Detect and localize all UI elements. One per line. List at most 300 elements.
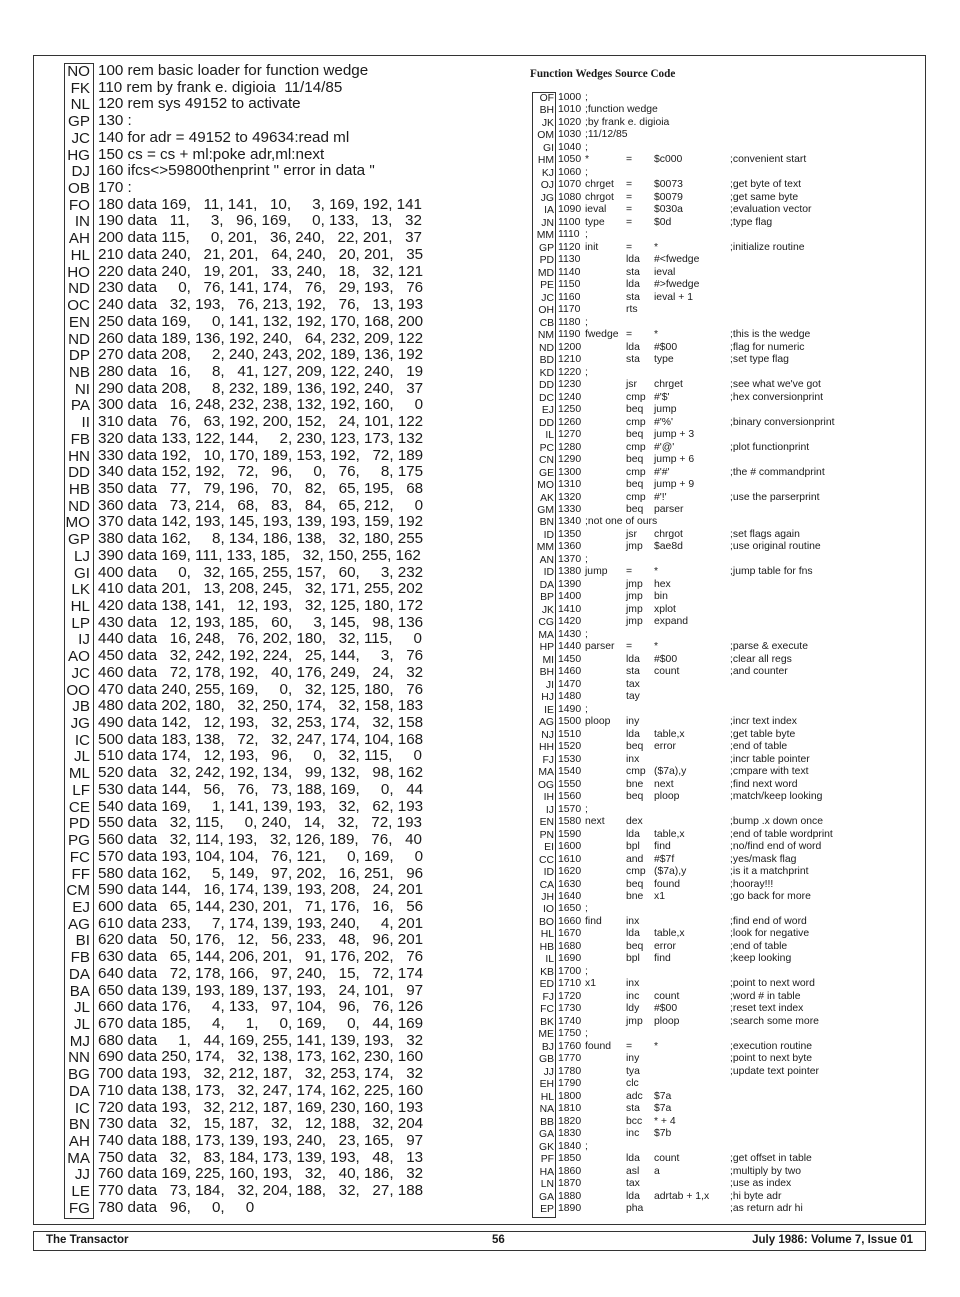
checksum-code: EN: [68, 313, 90, 331]
operand-field: #'$': [654, 391, 670, 403]
operand-field: jump + 3: [654, 429, 695, 441]
operand-field: *: [654, 329, 659, 341]
checksum-code: BN: [68, 1116, 90, 1134]
checksum-code: IC: [74, 1099, 90, 1117]
checksum-code: KB: [540, 966, 554, 978]
checksum-code: GM: [537, 504, 554, 516]
opcode-field: dex: [626, 816, 643, 828]
line-number: 1730: [558, 1003, 582, 1015]
opcode-field: cmp: [626, 491, 646, 503]
code-line: 480 data 202, 180, 32, 250, 174, 32, 158, 183: [98, 697, 424, 715]
label-field: ;: [585, 166, 588, 178]
comment-field: ;see what we've got: [730, 379, 821, 391]
line-number: 1210: [558, 354, 582, 366]
comment-field: ;end of table: [730, 741, 788, 753]
opcode-field: cmp: [626, 466, 646, 478]
checksum-code: MI: [542, 654, 554, 666]
code-line: 550 data 32, 115, 0, 240, 14, 32, 72, 193: [98, 814, 422, 832]
code-line: 320 data 133, 122, 144, 2, 230, 123, 173, 132: [98, 429, 424, 447]
checksum-code: GP: [68, 531, 90, 549]
comment-field: ;keep looking: [730, 953, 792, 965]
opcode-field: lda: [626, 928, 640, 940]
checksum-code: JC: [71, 129, 90, 147]
line-number: 1160: [558, 291, 581, 303]
checksum-code: GE: [538, 467, 554, 479]
code-line: 270 data 208, 2, 240, 243, 202, 189, 136, 192: [98, 346, 424, 364]
operand-field: $0073: [654, 179, 683, 191]
checksum-code: PF: [540, 1154, 554, 1166]
comment-field: ;no/find end of word: [730, 841, 822, 853]
code-line: 430 data 12, 193, 185, 60, 3, 145, 98, 136: [98, 613, 424, 631]
checksum-code: JN: [541, 217, 554, 229]
label-field: ;: [585, 703, 588, 715]
comment-field: ;is it a matchprint: [730, 866, 809, 878]
comment-field: ;plot functionprint: [730, 441, 810, 453]
line-number: 1100: [558, 216, 581, 228]
operand-field: ploop: [654, 1015, 680, 1027]
checksum-code: JK: [541, 604, 554, 616]
line-number: 1650: [558, 903, 582, 915]
code-line: 420 data 138, 141, 12, 193, 32, 125, 180, 172: [98, 597, 424, 614]
label-field: ;: [585, 229, 588, 241]
comment-field: ;find end of word: [730, 915, 807, 927]
opcode-field: lda: [626, 653, 640, 665]
code-line: 230 data 0, 76, 141, 174, 76, 29, 193, 76: [98, 279, 424, 297]
checksum-code: HB: [539, 941, 554, 953]
opcode-field: tax: [626, 1178, 640, 1190]
comment-field: ;this is the wedge: [730, 329, 811, 341]
operand-field: $030a: [654, 204, 683, 216]
opcode-field: =: [626, 329, 633, 341]
opcode-field: bpl: [626, 841, 640, 853]
checksum-code: PN: [539, 829, 554, 841]
checksum-code: GA: [538, 1191, 554, 1203]
code-line: 130 :: [98, 112, 132, 130]
opcode-field: cmp: [626, 416, 646, 428]
checksum-code-column: [532, 92, 556, 1218]
operand-field: ($7a),y: [654, 866, 687, 878]
comment-field: ;flag for numeric: [730, 341, 805, 353]
operand-field: * + 4: [654, 1115, 676, 1127]
label-field: jump: [585, 566, 608, 578]
checksum-code: MO: [537, 480, 554, 492]
line-number: 1130: [558, 254, 581, 266]
checksum-code: BK: [540, 1016, 554, 1028]
opcode-field: lda: [626, 341, 640, 353]
operand-field: *: [654, 641, 659, 653]
opcode-field: tya: [626, 1065, 640, 1077]
line-number: 1150: [558, 279, 581, 291]
checksum-code: HN: [68, 447, 90, 465]
checksum-code: HP: [539, 642, 554, 654]
line-number: 1660: [558, 915, 582, 927]
opcode-field: beq: [626, 454, 644, 466]
line-number: 1070: [558, 179, 582, 191]
opcode-field: bcc: [626, 1115, 643, 1127]
checksum-code: LK: [71, 581, 90, 599]
line-number: 1050: [558, 154, 582, 166]
line-number: 1410: [558, 603, 582, 615]
checksum-code: ID: [543, 529, 554, 541]
checksum-code: CA: [539, 879, 554, 891]
checksum-code: JK: [541, 117, 554, 129]
line-number: 1140: [558, 266, 581, 278]
code-line: 540 data 169, 1, 141, 139, 193, 32, 62, 193: [98, 797, 424, 815]
opcode-field: jmp: [626, 541, 643, 553]
operand-field: $0079: [654, 191, 683, 203]
checksum-code: BA: [69, 982, 90, 1000]
comment-field: ;incr table pointer: [730, 753, 810, 765]
comment-field: ;point to next byte: [730, 1053, 813, 1065]
publication-name: The Transactor: [46, 1234, 129, 1246]
checksum-code: IE: [544, 704, 554, 716]
code-line: 400 data 0, 32, 165, 255, 157, 60, 3, 232: [98, 563, 424, 581]
code-line: 690 data 250, 174, 32, 138, 173, 162, 230, 160: [98, 1048, 424, 1066]
label-field: ;: [585, 92, 588, 103]
checksum-code: KD: [539, 367, 554, 379]
checksum-code: NA: [539, 1104, 554, 1116]
opcode-field: beq: [626, 479, 644, 491]
line-number: 1500: [558, 716, 582, 728]
line-number: 1850: [558, 1153, 582, 1165]
code-line: 340 data 152, 192, 72, 96, 0, 76, 8, 175: [98, 463, 424, 481]
label-field: ;function wedge: [585, 104, 658, 116]
checksum-code: OF: [539, 93, 554, 104]
comment-field: ;bump .x down once: [730, 816, 823, 828]
operand-field: count: [654, 666, 680, 678]
comment-field: ;execution routine: [730, 1040, 813, 1052]
checksum-code: OG: [537, 779, 554, 791]
code-line: 310 data 76, 63, 192, 200, 152, 24, 101, 122: [98, 413, 424, 431]
checksum-code: NO: [67, 63, 90, 80]
code-line: 720 data 193, 32, 212, 187, 169, 230, 160, 193: [98, 1098, 424, 1116]
basic-code-lines: [98, 63, 423, 1217]
line-number: 1450: [558, 653, 582, 665]
line-number: 1480: [558, 691, 582, 703]
checksum-code: OM: [537, 130, 554, 142]
checksum-code: DA: [539, 579, 554, 591]
checksum-code: FB: [70, 949, 90, 967]
checksum-code: OC: [67, 297, 90, 315]
line-number: 1440: [558, 641, 582, 653]
code-line: 280 data 16, 8, 41, 127, 209, 122, 240, 19: [98, 362, 424, 380]
checksum-code: BO: [538, 916, 554, 928]
line-number: 1540: [558, 766, 582, 778]
label-field: ;11/12/85: [585, 129, 628, 141]
line-number: 1390: [558, 578, 582, 590]
operand-field: error: [654, 741, 676, 753]
checksum-code: IL: [545, 430, 554, 442]
checksum-code: IC: [74, 731, 90, 749]
comment-field: ;and counter: [730, 666, 788, 678]
comment-field: ;point to next word: [730, 978, 815, 990]
opcode-field: inc: [626, 990, 640, 1002]
code-line: 150 cs = cs + ml:poke adr,ml:next: [98, 145, 325, 163]
checksum-code: ND: [68, 280, 90, 298]
comment-field: ;evaluation vector: [730, 204, 812, 216]
code-line: 680 data 1, 44, 169, 255, 141, 139, 193, 32: [98, 1031, 424, 1049]
checksum-code: NM: [537, 330, 554, 342]
opcode-field: tax: [626, 678, 640, 690]
operand-field: find: [654, 841, 671, 853]
checksum-code: CC: [538, 854, 554, 866]
line-number: 1250: [558, 404, 582, 416]
line-number: 1400: [558, 591, 582, 603]
checksum-code: DA: [68, 1082, 90, 1100]
opcode-field: =: [626, 179, 633, 191]
line-number: 1790: [558, 1078, 582, 1090]
code-line: 190 data 11, 3, 96, 169, 0, 133, 13, 32: [98, 212, 422, 230]
code-line: 750 data 32, 83, 184, 173, 139, 193, 48, 13: [98, 1148, 424, 1166]
checksum-code: FO: [68, 196, 90, 214]
opcode-field: =: [626, 566, 633, 578]
checksum-code: GB: [538, 1054, 554, 1066]
checksum-code: BH: [539, 667, 554, 679]
code-line: 500 data 183, 138, 72, 32, 247, 174, 104, 168: [98, 730, 424, 748]
operand-field: find: [654, 953, 671, 965]
line-number: 1420: [558, 616, 582, 628]
checksum-code: CG: [538, 617, 554, 629]
operand-field: parser: [654, 503, 684, 515]
label-field: find: [585, 915, 602, 927]
opcode-field: =: [626, 191, 633, 203]
code-line: 700 data 193, 32, 212, 187, 32, 253, 174, 32: [98, 1065, 424, 1083]
checksum-code: AN: [539, 554, 554, 566]
operand-field: error: [654, 940, 676, 952]
comment-field: ;get same byte: [730, 191, 799, 203]
checksum-code: JJ: [543, 1066, 554, 1078]
opcode-field: asl: [626, 1165, 640, 1177]
line-number: 1840: [558, 1140, 582, 1152]
operand-field: $7a: [654, 1090, 672, 1102]
checksum-code: NN: [68, 1049, 90, 1067]
opcode-field: =: [626, 204, 633, 216]
checksum-code: JC: [541, 292, 554, 304]
checksum-code: NB: [68, 363, 90, 381]
checksum-code: BB: [540, 1116, 554, 1128]
code-line: 710 data 138, 173, 32, 247, 174, 162, 225, 160: [98, 1081, 424, 1099]
code-line: 770 data 73, 184, 32, 204, 188, 32, 27, 188: [98, 1182, 424, 1200]
code-line: 180 data 169, 11, 141, 10, 3, 169, 192, 141: [98, 195, 422, 213]
line-number: 1350: [558, 528, 582, 540]
code-line: 250 data 169, 0, 141, 132, 192, 170, 168, 200: [98, 312, 424, 330]
comment-field: ;reset text index: [730, 1003, 804, 1015]
code-line: 360 data 73, 214, 68, 83, 84, 65, 212, 0: [98, 496, 424, 514]
checksum-code: JB: [72, 698, 90, 716]
checksum-code: IO: [543, 904, 554, 916]
opcode-field: beq: [626, 791, 644, 803]
checksum-code: IL: [545, 954, 554, 966]
line-number: 1800: [558, 1090, 582, 1102]
opcode-field: iny: [626, 716, 640, 728]
checksum-code: IH: [543, 792, 554, 804]
opcode-field: jmp: [626, 603, 643, 615]
checksum-code: PG: [68, 832, 90, 850]
line-number: 1780: [558, 1065, 582, 1077]
checksum-code: GI: [543, 142, 554, 154]
opcode-field: bpl: [626, 953, 640, 965]
line-number: 1080: [558, 191, 582, 203]
checksum-code: MA: [67, 1149, 90, 1167]
checksum-code: GI: [73, 564, 90, 582]
comment-field: ;incr text index: [730, 716, 797, 728]
opcode-field: beq: [626, 878, 644, 890]
checksum-code: IA: [544, 205, 554, 217]
code-line: 470 data 240, 255, 169, 0, 32, 125, 180, 76: [98, 680, 424, 698]
operand-field: chrget: [654, 379, 683, 391]
line-number: 1340: [558, 516, 582, 528]
checksum-code: DD: [538, 417, 554, 429]
opcode-field: inx: [626, 978, 640, 990]
code-line: 510 data 174, 12, 193, 96, 0, 32, 115, 0: [98, 747, 422, 765]
operand-field: #'!': [654, 491, 667, 503]
checksum-code: BN: [539, 517, 554, 529]
operand-field: *: [654, 241, 659, 253]
comment-field: ;set flags again: [730, 528, 800, 540]
opcode-field: lda: [626, 828, 640, 840]
checksum-code: GP: [538, 242, 554, 254]
checksum-code: FF: [71, 865, 90, 883]
comment-field: ;binary conversionprint: [730, 416, 835, 428]
checksum-code: GA: [538, 1129, 554, 1141]
checksum-code: AH: [68, 230, 90, 248]
checksum-code: BH: [539, 105, 554, 117]
comment-field: ;get byte of text: [730, 179, 802, 191]
line-number: 1180: [558, 316, 581, 328]
label-field: ;: [585, 803, 588, 815]
code-line: 520 data 32, 242, 192, 134, 99, 132, 98, 162: [98, 764, 424, 782]
checksum-code: II: [81, 414, 90, 432]
opcode-field: lda: [626, 279, 640, 291]
opcode-field: jmp: [626, 616, 643, 628]
operand-field: count: [654, 1153, 680, 1165]
opcode-field: sta: [626, 1103, 640, 1115]
line-number: 1740: [558, 1015, 582, 1027]
label-field: ;: [585, 553, 588, 565]
operand-field: xplot: [654, 603, 676, 615]
operand-field: ieval: [654, 266, 676, 278]
line-number: 1870: [558, 1178, 582, 1190]
checksum-code: MA: [538, 629, 554, 641]
opcode-field: =: [626, 216, 633, 228]
operand-field: $7a: [654, 1103, 672, 1115]
opcode-field: cmp: [626, 391, 646, 403]
checksum-code: PD: [539, 255, 554, 267]
opcode-field: jmp: [626, 578, 643, 590]
checksum-code: EN: [539, 817, 554, 829]
opcode-field: jsr: [626, 528, 637, 540]
line-number: 1620: [558, 866, 582, 878]
checksum-code: JL: [73, 748, 90, 766]
line-number: 1690: [558, 953, 582, 965]
line-number: 1820: [558, 1115, 582, 1127]
checksum-code: CN: [538, 455, 554, 467]
line-number: 1830: [558, 1128, 582, 1140]
label-field: *: [585, 154, 590, 166]
comment-field: ;cmpare with text: [730, 766, 809, 778]
checksum-code: FJ: [542, 754, 554, 766]
line-number: 1370: [558, 553, 582, 565]
operand-field: x1: [654, 891, 665, 902]
comment-field: ;initialize routine: [730, 241, 805, 253]
operand-field: table,x: [654, 728, 685, 740]
label-field: ;: [585, 903, 588, 915]
code-line: 610 data 233, 7, 174, 139, 193, 240, 4, 201: [98, 914, 424, 932]
issue-info: July 1986: Volume 7, Issue 01: [752, 1234, 913, 1246]
code-line: 660 data 176, 4, 133, 97, 104, 96, 76, 126: [98, 998, 424, 1016]
line-number: 1570: [558, 803, 582, 815]
line-number: 1300: [558, 466, 582, 478]
checksum-code: IN: [74, 213, 90, 231]
code-line: 390 data 169, 111, 133, 185, 32, 150, 255, 162: [98, 546, 421, 564]
operand-field: table,x: [654, 828, 685, 840]
checksum-code: OB: [68, 180, 90, 198]
code-line: 220 data 240, 19, 201, 33, 240, 18, 32, 121: [98, 262, 424, 280]
label-field: init: [585, 241, 599, 253]
line-number: 1090: [558, 204, 582, 216]
checksum-code: FB: [70, 430, 90, 448]
opcode-field: bne: [626, 778, 644, 790]
line-number: 1010: [558, 104, 582, 116]
checksum-code: DA: [68, 965, 90, 983]
line-number: 1670: [558, 928, 582, 940]
code-line: 630 data 65, 144, 206, 201, 91, 176, 202, 76: [98, 948, 424, 966]
line-number: 1320: [558, 491, 582, 503]
opcode-field: lda: [626, 1190, 640, 1202]
listing-title: Function Wedges Source Code: [530, 68, 676, 80]
label-field: found: [585, 1040, 612, 1052]
line-number: 1490: [558, 703, 582, 715]
line-number: 1720: [558, 990, 582, 1002]
line-number: 1470: [558, 678, 582, 690]
checksum-code: JC: [71, 664, 90, 682]
operand-field: $0d: [654, 216, 672, 228]
label-field: ;not one of ours: [585, 516, 658, 528]
line-number: 1760: [558, 1040, 582, 1052]
operand-field: adrtab + 1,x: [654, 1190, 710, 1202]
operand-field: type: [654, 354, 674, 366]
operand-field: chrgot: [654, 528, 683, 540]
operand-field: found: [654, 878, 681, 890]
opcode-field: =: [626, 241, 633, 253]
line-number: 1120: [558, 241, 581, 253]
operand-field: bin: [654, 591, 668, 603]
line-number: 1290: [558, 454, 582, 466]
checksum-code: FC: [69, 848, 90, 866]
code-line: 300 data 16, 248, 232, 238, 132, 192, 160, 0: [98, 396, 424, 414]
checksum-code: FG: [68, 1199, 90, 1217]
line-number: 1200: [558, 341, 582, 353]
code-line: 330 data 192, 10, 170, 189, 153, 192, 72, 189: [98, 446, 424, 464]
checksum-code: ME: [538, 1029, 554, 1041]
line-number: 1360: [558, 541, 582, 553]
opcode-field: iny: [626, 1053, 640, 1065]
line-number: 1030: [558, 129, 582, 141]
line-number: 1640: [558, 891, 582, 902]
checksum-code: NL: [70, 96, 90, 114]
checksum-code: AG: [538, 717, 554, 729]
line-number: 1560: [558, 791, 582, 803]
line-number: 1380: [558, 566, 582, 578]
checksum-code: MM: [536, 542, 554, 554]
checksum-code: PC: [539, 442, 554, 454]
line-number: 1610: [558, 853, 582, 865]
checksum-code: BD: [539, 355, 554, 367]
label-field: ;: [585, 366, 588, 378]
opcode-field: pha: [626, 1203, 644, 1215]
code-line: 380 data 162, 8, 134, 186, 138, 32, 180, 255: [98, 530, 424, 548]
operand-field: #$00: [654, 653, 678, 665]
